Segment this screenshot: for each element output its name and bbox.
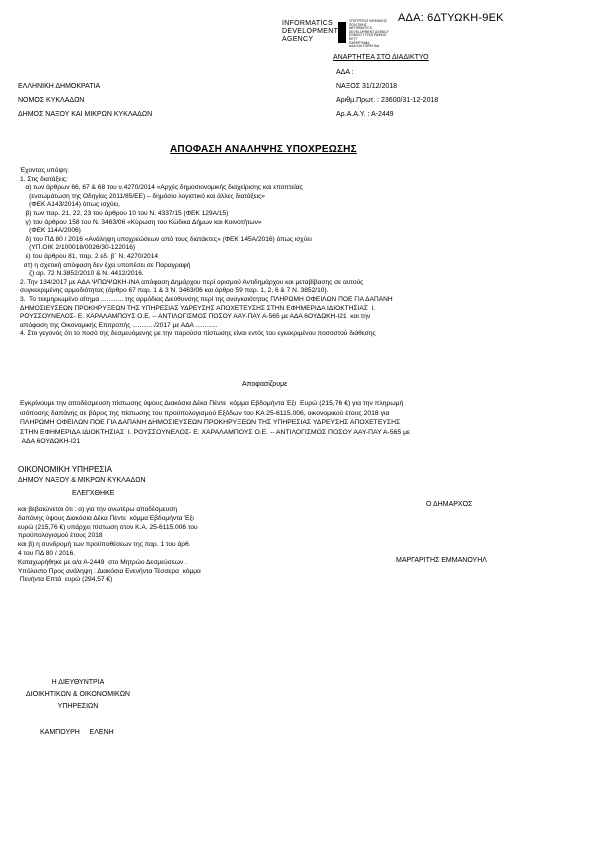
decision-line: ΠΛΗΡΩΜΗ ΟΦΕΙΛΩΝ ΠΟΕ ΓΙΑ ΔΑΠΑΝΗ ΔΗΜΟΣΙΕΥΣΕΩΝ ΠΡΟΚΗΡΥΞΕΩΝ ΤΗΣ ΥΠΗΡΕΣΙΑΣ ΥΔΡΕΥΣΗΣ ΑΠΟΧΕΤΕΥΣΗΣ bbox=[20, 419, 401, 427]
ada-field: ΑΔΑ : bbox=[336, 69, 354, 76]
consideration-line: ε) του άρθρου 81, παρ. 2 εδ. β΄ Ν. 4270/2014 bbox=[20, 252, 159, 260]
logo-small-text: ΠΟΛΙΤΙΚΗΣ bbox=[349, 22, 367, 27]
consideration-line: 2. Την 134/2017 με ΑΔΑ ΨΠΩΨΩΚΗ-ΙΝΑ απόφαση Δημάρχου περί ορισμού Αντιδημάρχου και μεταβίβασης σε αυτούς bbox=[20, 278, 364, 286]
consideration-line: συγκεκριμένης αρμοδιότητας (άρθρο 67 παρ. 1 & 3 Ν. 3463/06 και άρθρο 59 παρ. 1, 2, 6 & 7 Ν. 3852/10). bbox=[20, 287, 329, 295]
consideration-line: ΔΗΜΟΣΙΕΥΣΕΩΝ ΠΡΟΚΗΡΥΞΕΩΝ ΤΗΣ ΥΠΗΡΕΣΙΑΣ ΥΔΡΕΥΣΗΣ ΑΠΟΧΕΤΕΥΣΗΣ ΣΤΗΝ ΕΦΗΜΕΡΙΔΑ ΙΔΙΟΚΤΗΣΙΑΣ Ι. bbox=[20, 304, 376, 312]
certification-line: 4 του ΠΔ 80 / 2016. bbox=[18, 549, 76, 557]
consideration-line: απόφαση της Οικονομικής Επιτροπής ............/2017 με ΑΔΑ ............ bbox=[20, 321, 218, 329]
issuer-line: ΕΛΛΗΝΙΚΗ ΔΗΜΟΚΡΑΤΙΑ bbox=[18, 83, 101, 90]
decision-text bbox=[20, 399, 576, 447]
issuer-line: ΔΗΜΟΣ ΝΑΞΟΥ ΚΑΙ ΜΙΚΡΩΝ ΚΥΚΛΑΔΩΝ bbox=[18, 111, 153, 118]
mayor-title: Ο ΔΗΜΑΡΧΟΣ bbox=[426, 501, 473, 508]
decision-line: ΑΔΑ 6ΟΥΔΩΚΗ-Ι21 bbox=[20, 438, 81, 446]
director-block bbox=[18, 677, 138, 713]
document-title: ΑΠΟΦΑΣΗ ΑΝΑΛΗΨΗΣ ΥΠΟΧΡΕΩΣΗΣ bbox=[170, 144, 357, 155]
consideration-line: 1. Στις διατάξεις: bbox=[20, 175, 68, 183]
logo-small-text: ΥΠΟΥΡΓΕΙΟ ΨΗΦΙΑΚΗΣ bbox=[349, 19, 387, 23]
aay-number: Αρ.Α.Α.Υ. : Α-2449 bbox=[336, 111, 394, 118]
consideration-line: (ΥΠ.ΟΙΚ 2/100018/0026/30-122016) bbox=[20, 244, 136, 252]
certification-line: δαπάνης ύψους Διακόσια Δέκα Πέντε κόμμα Εβδομήντα Έξι bbox=[18, 514, 194, 522]
certification-line: Καταχωρήθηκε με α/α Α-2449 στο Μητρώο Δεσμεύσεων . bbox=[18, 558, 187, 566]
place-date: ΝΑΞΟΣ 31/12/2018 bbox=[336, 83, 398, 90]
logo-small-text: ΕΘΝΙΚΟ ΤΥΠΟΓΡΑΦΕΙΟ bbox=[349, 33, 387, 38]
director-line: ΔΙΟΙΚΗΤΙΚΩΝ & ΟΙΚΟΝΟΜΙΚΩΝ bbox=[26, 691, 130, 698]
logo-small-text: DEVELOPMENT AGENCY bbox=[349, 29, 390, 34]
logo-word: DEVELOPMENT bbox=[282, 28, 339, 35]
logo-word: AGENCY bbox=[282, 36, 314, 43]
consideration-line: ΡΟΥΣΣΟΥΝΕΛΟΣ- Ε. ΧΑΡΑΛΑΜΠΟΥΣ Ο.Ε. -- ΑΝΤΙΛΟΓΙΣΜΟΣ ΠΟΣΟΥ ΑΑΥ-ΠΑΥ Α-565 με ΑΔΑ 6ΟΥΔΩΚΗ-Ι21 και την bbox=[20, 313, 371, 321]
certification-line: Πενήντα Επτά ευρώ (294,57 €) bbox=[18, 576, 113, 584]
consideration-line: στ) η σχετική απόφαση δεν έχει υποπέσει σε Παραγραφή bbox=[20, 261, 191, 269]
certification-line: Υπόλοιπο Προς ανάληψη : Διακόσια Ενενήντα Τέσσερα κόμμα bbox=[18, 567, 201, 575]
considerations bbox=[20, 167, 576, 339]
consideration-line: Έχοντας υπόψη: bbox=[20, 167, 69, 174]
diavgeia-logo bbox=[282, 20, 402, 50]
consideration-line: 4. Στο γεγονός ότι το ποσό της δεσμευόμενης με την παρούσα πίστωσης είναι εντός του εγκεκριμένου ποσοστού διάθεσης bbox=[20, 330, 376, 338]
decision-line: ΣΤΗΝ ΕΦΗΜΕΡΙΔΑ ΙΔΙΟΚΤΗΣΙΑΣ Ι. ΡΟΥΣΣΟΥΝΕΛΟΣ- Ε. ΧΑΡΑΛΑΜΠΟΥΣ Ο.Ε. -- ΑΝΤΙΛΟΓΙΣΜΟΣ ΠΟΣΟΥ ΑΑΥ-ΠΑΥ Α-565 με bbox=[20, 428, 411, 436]
protocol-number: Αριθμ.Πρωτ. : 23600/31-12-2018 bbox=[336, 97, 439, 104]
director-line: Η ΔΙΕΥΘΥΝΤΡΙΑ bbox=[51, 679, 105, 686]
director-name: ΚΑΜΠΟΥΡΗ ΕΛΕΝΗ bbox=[40, 729, 114, 736]
ada-header: ΑΔΑ: 6ΔΤΥΩΚΗ-9ΕΚ bbox=[398, 12, 504, 24]
director-line: ΥΠΗΡΕΣΙΩΝ bbox=[57, 703, 99, 710]
finance-certification bbox=[18, 506, 298, 585]
consideration-line: δ) του ΠΔ 80 / 2016 «Ανάληψη υποχρεώσεων από τους διατάκτες» (ΦΕΚ 145Α/2016) όπως ισχύει bbox=[20, 235, 312, 243]
consideration-line: β) των παρ. 21, 22, 23 του άρθρου 10 του Ν. 4337/15 (ΦΕΚ 129Α/15) bbox=[20, 209, 229, 217]
consideration-line: (ενσωμάτωση της Οδηγίας 2011/85/ΕΕ) – δημόσιο λογιστικό και άλλες διατάξεις» bbox=[20, 192, 265, 200]
decision-line: Εγκρίνουμε την αποδέσμευση πίστωσης ύψους Διακόσια Δέκα Πέντε κόμμα Εβδομήντα Έξι Ευρώ (215,76 €) για την πληρωμή bbox=[20, 400, 404, 407]
consideration-line: γ) του άρθρου 158 του Ν. 3463/06 «Κύρωση του Κώδικα Δήμων και Κοινοτήτων» bbox=[20, 218, 262, 226]
mayor-name: ΜΑΡΓΑΡΙΤΗΣ ΕΜΜΑΝΟΥΗΛ bbox=[396, 557, 487, 564]
checked-label: ΕΛΕΓΧΘΗΚΕ bbox=[72, 490, 115, 497]
logo-mark-icon bbox=[338, 22, 346, 43]
logo-word: INFORMATICS bbox=[282, 20, 334, 27]
consideration-line: α) των άρθρων 66, 67 & 68 του ν.4270/2014 «Αρχές δημοσιονομικής διαχείρισης και εποπτείας bbox=[20, 184, 303, 192]
logo-small-text: ΕΕΤΤ bbox=[349, 37, 358, 41]
logo-small-text: ΑΔΑ ΚΑΙ ΣΦΡΑΓΙΔΑ bbox=[349, 44, 380, 49]
decision-line: ισόποσης δαπάνης σε βάρος της πίστωσης του προϋπολογισμού Εξόδων του ΚΑ 25-6115.006, οικονομικού έτους 2018 για bbox=[20, 409, 390, 417]
logo-small-text: ΠΑΡΑΡΤΗΜΑ bbox=[349, 40, 370, 45]
issuer-line: ΝΟΜΟΣ ΚΥΚΛΑΔΩΝ bbox=[18, 97, 85, 104]
consideration-line: 3. Το τεκμηριωμένο αίτημα ............ της αρμόδιας Διεύθυνσης περί της αναγκαιότητας ΠΛΗΡΩΜΗ ΟΦΕΙΛΩΝ ΠΟΕ ΓΙΑ ΔΑΠΑΝΗ bbox=[20, 295, 393, 303]
consideration-line: ζ) αρ. 72 Ν.3852/2010 & Ν. 4412/2016. bbox=[20, 270, 144, 278]
decision-heading: Αποφασίζουμε bbox=[242, 381, 288, 388]
logo-small-text: INFORMATICS bbox=[349, 26, 372, 31]
certification-line: προϋπολογισμού έτους 2018 bbox=[18, 532, 103, 540]
certification-line: ευρώ (215,76 €) υπάρχει πίστωση στον Κ.Α. 25-6115.006 του bbox=[18, 523, 198, 531]
internet-posting-title: ΑΝΑΡΤΗΤΕΑ ΣΤΟ ΔΙΑΔΙΚΤΥΟ bbox=[333, 54, 429, 61]
finance-service-heading: ΟΙΚΟΝΟΜΙΚΗ ΥΠΗΡΕΣΙΑ bbox=[18, 465, 112, 474]
finance-municipality: ΔΗΜΟΥ ΝΑΞΟΥ & ΜΙΚΡΩΝ ΚΥΚΛΑΔΩΝ bbox=[18, 477, 146, 484]
certification-line: και β) η συνδρομή των προϋποθέσεων της παρ. 1 του άρθ. bbox=[18, 541, 191, 549]
certification-line: και βεβαιώνεται ότι : α) για την ανωτέρω αποδέσμευση bbox=[18, 506, 178, 513]
consideration-line: (ΦΕΚ 114Α/2006) bbox=[20, 227, 81, 235]
consideration-line: (ΦΕΚ Α143/2014) όπως ισχύει, bbox=[20, 201, 120, 209]
